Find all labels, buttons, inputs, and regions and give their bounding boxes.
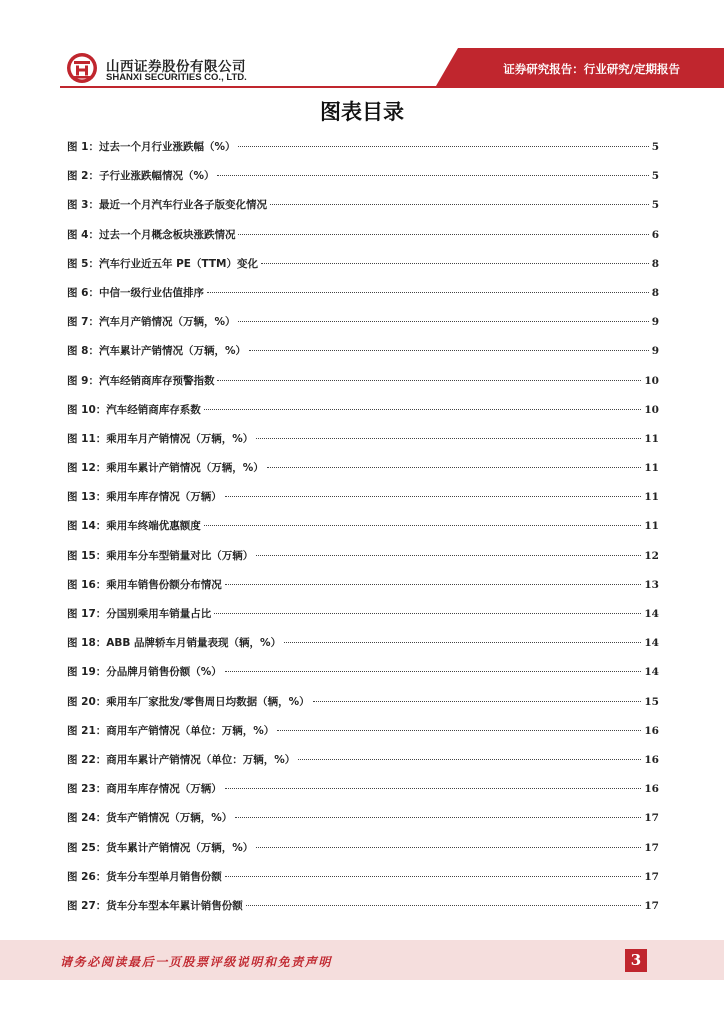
- toc-leader-dots: [246, 905, 642, 906]
- toc-entry[interactable]: [67, 403, 659, 432]
- toc-entry-page: 6: [651, 228, 659, 241]
- toc-entry-page: 9: [651, 316, 659, 329]
- toc-entry[interactable]: [67, 578, 659, 607]
- toc-leader-dots: [225, 671, 642, 672]
- toc-entry-label: 图 7：汽车月产销情况（万辆，%）: [67, 316, 236, 329]
- company-name-cn: 山西证券股份有限公司: [106, 59, 246, 75]
- toc-entry[interactable]: [67, 198, 659, 227]
- company-name-en: SHANXI SECURITIES CO., LTD.: [106, 72, 247, 83]
- toc-entry-page: 12: [644, 549, 659, 562]
- toc-entry-label: 图 22：商用车累计产销情况（单位：万辆，%）: [67, 753, 296, 766]
- toc-entry-label: 图 8：汽车累计产销情况（万辆，%）: [67, 345, 246, 358]
- toc-entry[interactable]: [67, 344, 659, 373]
- toc-entry-page: 17: [644, 812, 659, 825]
- toc-entry-page: 16: [644, 724, 659, 737]
- toc-entry-label: 图 21：商用车产销情况（单位：万辆，%）: [67, 724, 275, 737]
- header-divider: [60, 86, 724, 88]
- toc-entry-label: 图 23：商用车库存情况（万辆）: [67, 783, 222, 796]
- toc-entry-label: 图 27：货车分车型本年累计销售份额: [67, 899, 243, 912]
- toc-entry-label: 图 16：乘用车销售份额分布情况: [67, 578, 222, 591]
- figure-table-of-contents: [67, 140, 659, 928]
- toc-entry[interactable]: [67, 432, 659, 461]
- toc-entry-page: 17: [644, 870, 659, 883]
- toc-entry-page: 10: [644, 374, 659, 387]
- toc-entry-label: 图 17：分国别乘用车销量占比: [67, 608, 212, 620]
- footer-disclaimer: 请务必阅读最后一页股票评级说明和免责声明: [60, 955, 333, 969]
- toc-leader-dots: [238, 146, 648, 147]
- toc-entry-page: 10: [644, 403, 659, 416]
- toc-entry[interactable]: [67, 257, 659, 286]
- toc-entry-page: 14: [644, 666, 659, 679]
- page-number: 3: [625, 949, 647, 972]
- toc-entry-page: 16: [644, 783, 659, 796]
- toc-entry[interactable]: [67, 782, 659, 811]
- toc-entry[interactable]: [67, 665, 659, 694]
- toc-leader-dots: [313, 701, 642, 702]
- toc-leader-dots: [256, 847, 641, 848]
- toc-entry[interactable]: [67, 315, 659, 344]
- toc-leader-dots: [238, 234, 648, 235]
- toc-entry-page: 5: [651, 141, 659, 153]
- toc-entry-label: 图 24：货车产销情况（万辆，%）: [67, 812, 233, 825]
- toc-leader-dots: [256, 438, 641, 439]
- toc-entry-page: 17: [644, 841, 659, 854]
- toc-entry-page: 14: [644, 608, 659, 620]
- toc-leader-dots: [249, 350, 649, 351]
- toc-entry-label: 图 10：汽车经销商库存系数: [67, 403, 201, 416]
- toc-entry-label: 图 5：汽车行业近五年 PE（TTM）变化: [67, 257, 258, 270]
- toc-entry-label: 图 2：子行业涨跌幅情况（%）: [67, 170, 215, 183]
- toc-leader-dots: [225, 584, 642, 585]
- toc-entry[interactable]: [67, 724, 659, 753]
- toc-entry-page: 5: [651, 199, 659, 212]
- toc-entry[interactable]: [67, 519, 659, 548]
- toc-entry-page: 8: [651, 286, 659, 299]
- toc-entry-label: 图 1：过去一个月行业涨跌幅（%）: [67, 141, 236, 153]
- toc-leader-dots: [284, 642, 641, 643]
- toc-entry-label: 图 26：货车分车型单月销售份额: [67, 870, 222, 883]
- page-title: 图表目录: [320, 100, 404, 124]
- toc-entry[interactable]: [67, 811, 659, 840]
- toc-leader-dots: [214, 613, 641, 614]
- toc-entry[interactable]: [67, 607, 659, 636]
- toc-leader-dots: [217, 175, 648, 176]
- toc-leader-dots: [270, 204, 649, 205]
- toc-entry-label: 图 14：乘用车终端优惠额度: [67, 520, 201, 533]
- toc-leader-dots: [235, 817, 641, 818]
- toc-entry-page: 17: [644, 899, 659, 912]
- toc-entry[interactable]: [67, 870, 659, 899]
- toc-leader-dots: [261, 263, 649, 264]
- toc-entry-page: 9: [651, 345, 659, 358]
- toc-entry[interactable]: [67, 549, 659, 578]
- toc-leader-dots: [225, 496, 642, 497]
- toc-entry-label: 图 15：乘用车分车型销量对比（万辆）: [67, 549, 254, 562]
- toc-leader-dots: [225, 876, 642, 877]
- toc-entry[interactable]: [67, 695, 659, 724]
- toc-entry-page: 8: [651, 257, 659, 270]
- toc-leader-dots: [238, 321, 648, 322]
- toc-entry-page: 14: [644, 637, 659, 650]
- toc-entry-label: 图 13：乘用车库存情况（万辆）: [67, 491, 222, 504]
- toc-entry-label: 图 6：中信一级行业估值排序: [67, 286, 204, 299]
- page-header: [0, 0, 724, 100]
- toc-entry[interactable]: [67, 228, 659, 257]
- toc-entry[interactable]: [67, 374, 659, 403]
- toc-leader-dots: [204, 525, 642, 526]
- toc-entry-label: 图 20：乘用车厂家批发/零售周日均数据（辆，%）: [67, 695, 310, 708]
- toc-entry-page: 13: [644, 578, 659, 591]
- toc-entry[interactable]: [67, 753, 659, 782]
- toc-entry[interactable]: [67, 490, 659, 519]
- toc-entry-page: 11: [644, 491, 659, 504]
- toc-leader-dots: [277, 730, 641, 731]
- toc-leader-dots: [267, 467, 642, 468]
- toc-entry-page: 11: [644, 432, 659, 445]
- toc-entry[interactable]: [67, 286, 659, 315]
- toc-leader-dots: [217, 380, 641, 381]
- toc-entry-page: 5: [651, 170, 659, 183]
- toc-leader-dots: [298, 759, 641, 760]
- toc-entry[interactable]: [67, 140, 659, 169]
- toc-entry[interactable]: [67, 899, 659, 928]
- toc-leader-dots: [225, 788, 642, 789]
- toc-entry[interactable]: [67, 636, 659, 665]
- toc-entry-page: 15: [644, 695, 659, 708]
- toc-entry[interactable]: [67, 461, 659, 490]
- toc-leader-dots: [207, 292, 649, 293]
- toc-entry-label: 图 19：分品牌月销售份额（%）: [67, 666, 222, 679]
- toc-leader-dots: [256, 555, 641, 556]
- toc-entry-label: 图 25：货车累计产销情况（万辆，%）: [67, 841, 254, 854]
- toc-entry[interactable]: [67, 841, 659, 870]
- toc-entry-label: 图 12：乘用车累计产销情况（万辆，%）: [67, 462, 264, 475]
- toc-entry-page: 11: [644, 462, 659, 475]
- toc-entry[interactable]: [67, 169, 659, 198]
- toc-leader-dots: [204, 409, 642, 410]
- toc-entry-label: 图 4：过去一个月概念板块涨跌情况: [67, 228, 236, 241]
- toc-entry-label: 图 11：乘用车月产销情况（万辆，%）: [67, 432, 254, 445]
- toc-entry-label: 图 18：ABB 品牌轿车月销量表现（辆，%）: [67, 637, 282, 650]
- toc-entry-label: 图 9：汽车经销商库存预警指数: [67, 374, 215, 387]
- shanxi-securities-logo-icon: [66, 52, 98, 84]
- toc-entry-label: 图 3：最近一个月汽车行业各子版变化情况: [67, 199, 267, 212]
- toc-entry-page: 16: [644, 753, 659, 766]
- page-footer: [0, 940, 724, 980]
- report-type-label: 证券研究报告：行业研究/定期报告: [503, 62, 680, 76]
- toc-entry-page: 11: [644, 520, 659, 533]
